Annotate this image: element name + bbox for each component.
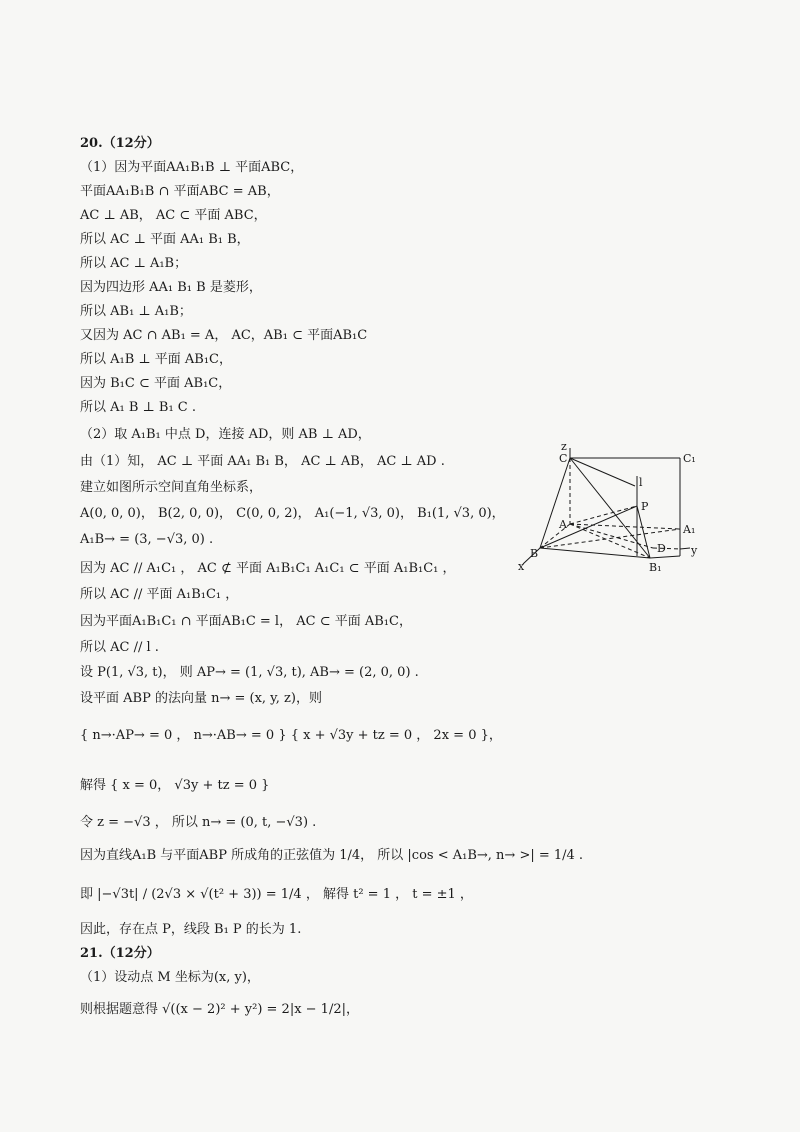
coordinates-line: A(0, 0, 0)， B(2, 0, 0)， C(0, 0, 2)， A₁(−1, √3, 0)， B₁(1, √3, 0)， xyxy=(80,506,505,521)
text-line: 因此，存在点 P，线段 B₁ P 的长为 1. xyxy=(80,922,302,937)
text-line: 建立如图所示空间直角坐标系， xyxy=(80,480,263,495)
text-line: 因为四边形 AA₁ B₁ B 是菱形， xyxy=(80,280,262,295)
label-p: P xyxy=(641,500,649,513)
text-line: 因为 AC // A₁C₁ ， AC ⊄ 平面 A₁B₁C₁ A₁C₁ ⊂ 平面 A₁B₁C₁ ， xyxy=(80,561,456,576)
label-y: y xyxy=(691,544,698,557)
text-line: 所以 AC // l . xyxy=(80,640,159,655)
label-a: A xyxy=(559,518,567,531)
label-b1: B₁ xyxy=(649,561,662,574)
problem-21-heading: 21.（12分） xyxy=(80,946,160,961)
text-line: 令 z = −√3 ， 所以 n→ = (0, t, −√3) . xyxy=(80,815,317,830)
vector-line: A₁B→ = (3, −√3, 0) . xyxy=(80,532,214,547)
problem-20-heading: 20.（12分） xyxy=(80,136,160,151)
text-line: （1）设动点 M 坐标为(x, y)， xyxy=(80,970,260,985)
text-line: （2）取 A₁B₁ 中点 D，连接 AD，则 AB ⊥ AD， xyxy=(80,427,371,442)
label-z: z xyxy=(561,440,567,453)
equation-line: 即 |−√3t| / (2√3 × √(t² + 3)) = 1/4 ， 解得 t² = 1 ， t = ±1 ， xyxy=(80,887,473,902)
label-c: C xyxy=(559,452,568,465)
label-a1: A₁ xyxy=(683,523,696,536)
edge-c-b xyxy=(540,458,570,548)
text-line: 因为平面A₁B₁C₁ ∩ 平面AB₁C = l， AC ⊂ 平面 AB₁C， xyxy=(80,614,412,629)
text-line: 因为直线A₁B 与平面ABP 所成角的正弦值为 1/4， 所以 |cos < A₁B→, n→ >| = 1/4 . xyxy=(80,848,584,863)
label-x: x xyxy=(518,560,525,573)
edge-a-p xyxy=(570,506,637,524)
text-line: 又因为 AC ∩ AB₁ = A， AC，AB₁ ⊂ 平面AB₁C xyxy=(80,328,368,343)
edge-c-top xyxy=(570,458,635,486)
edge-b-b1 xyxy=(540,548,650,558)
axis-y xyxy=(680,548,690,549)
equation-line: 则根据题意得 √((x − 2)² + y²) = 2|x − 1/2|， xyxy=(80,1002,359,1017)
text-line: 设 P(1, √3, t)， 则 AP→ = (1, √3, t), AB→ = (2, 0, 0) . xyxy=(80,665,419,680)
text-line: 所以 A₁B ⊥ 平面 AB₁C， xyxy=(80,352,233,367)
text-line: 所以 AC ⊥ 平面 AA₁ B₁ B， xyxy=(80,232,250,247)
label-d: D xyxy=(657,542,666,555)
text-line: 所以 AB₁ ⊥ A₁B； xyxy=(80,304,192,319)
text-line: 设平面 ABP 的法向量 n→ = (x, y, z)，则 xyxy=(80,691,322,706)
text-line: 所以 A₁ B ⊥ B₁ C . xyxy=(80,400,197,415)
equation-system: 解得 { x = 0， √3y + tz = 0 } xyxy=(80,778,270,793)
text-line: AC ⊥ AB， AC ⊂ 平面 ABC， xyxy=(80,208,267,223)
label-b: B xyxy=(530,547,539,560)
prism-diagram xyxy=(515,436,705,576)
label-l: l xyxy=(639,476,643,489)
label-c1: C₁ xyxy=(683,452,696,465)
text-line: 所以 AC // 平面 A₁B₁C₁ ， xyxy=(80,587,239,602)
text-line: 由（1）知， AC ⊥ 平面 AA₁ B₁ B， AC ⊥ AB， AC ⊥ AD . xyxy=(80,454,445,469)
edge-a-b1 xyxy=(570,524,650,558)
edge-b-p xyxy=(540,506,637,548)
text-line: 因为 B₁C ⊂ 平面 AB₁C， xyxy=(80,376,232,391)
text-line: （1）因为平面AA₁B₁B ⊥ 平面ABC， xyxy=(80,160,304,175)
text-line: 所以 AC ⊥ A₁B； xyxy=(80,256,188,271)
text-line: 平面AA₁B₁B ∩ 平面ABC = AB， xyxy=(80,184,280,199)
equation-system: { n→·AP→ = 0 ， n→·AB→ = 0 } { x + √3y + tz = 0 ， 2x = 0 }， xyxy=(80,728,502,743)
edge-b1-base xyxy=(650,556,680,558)
